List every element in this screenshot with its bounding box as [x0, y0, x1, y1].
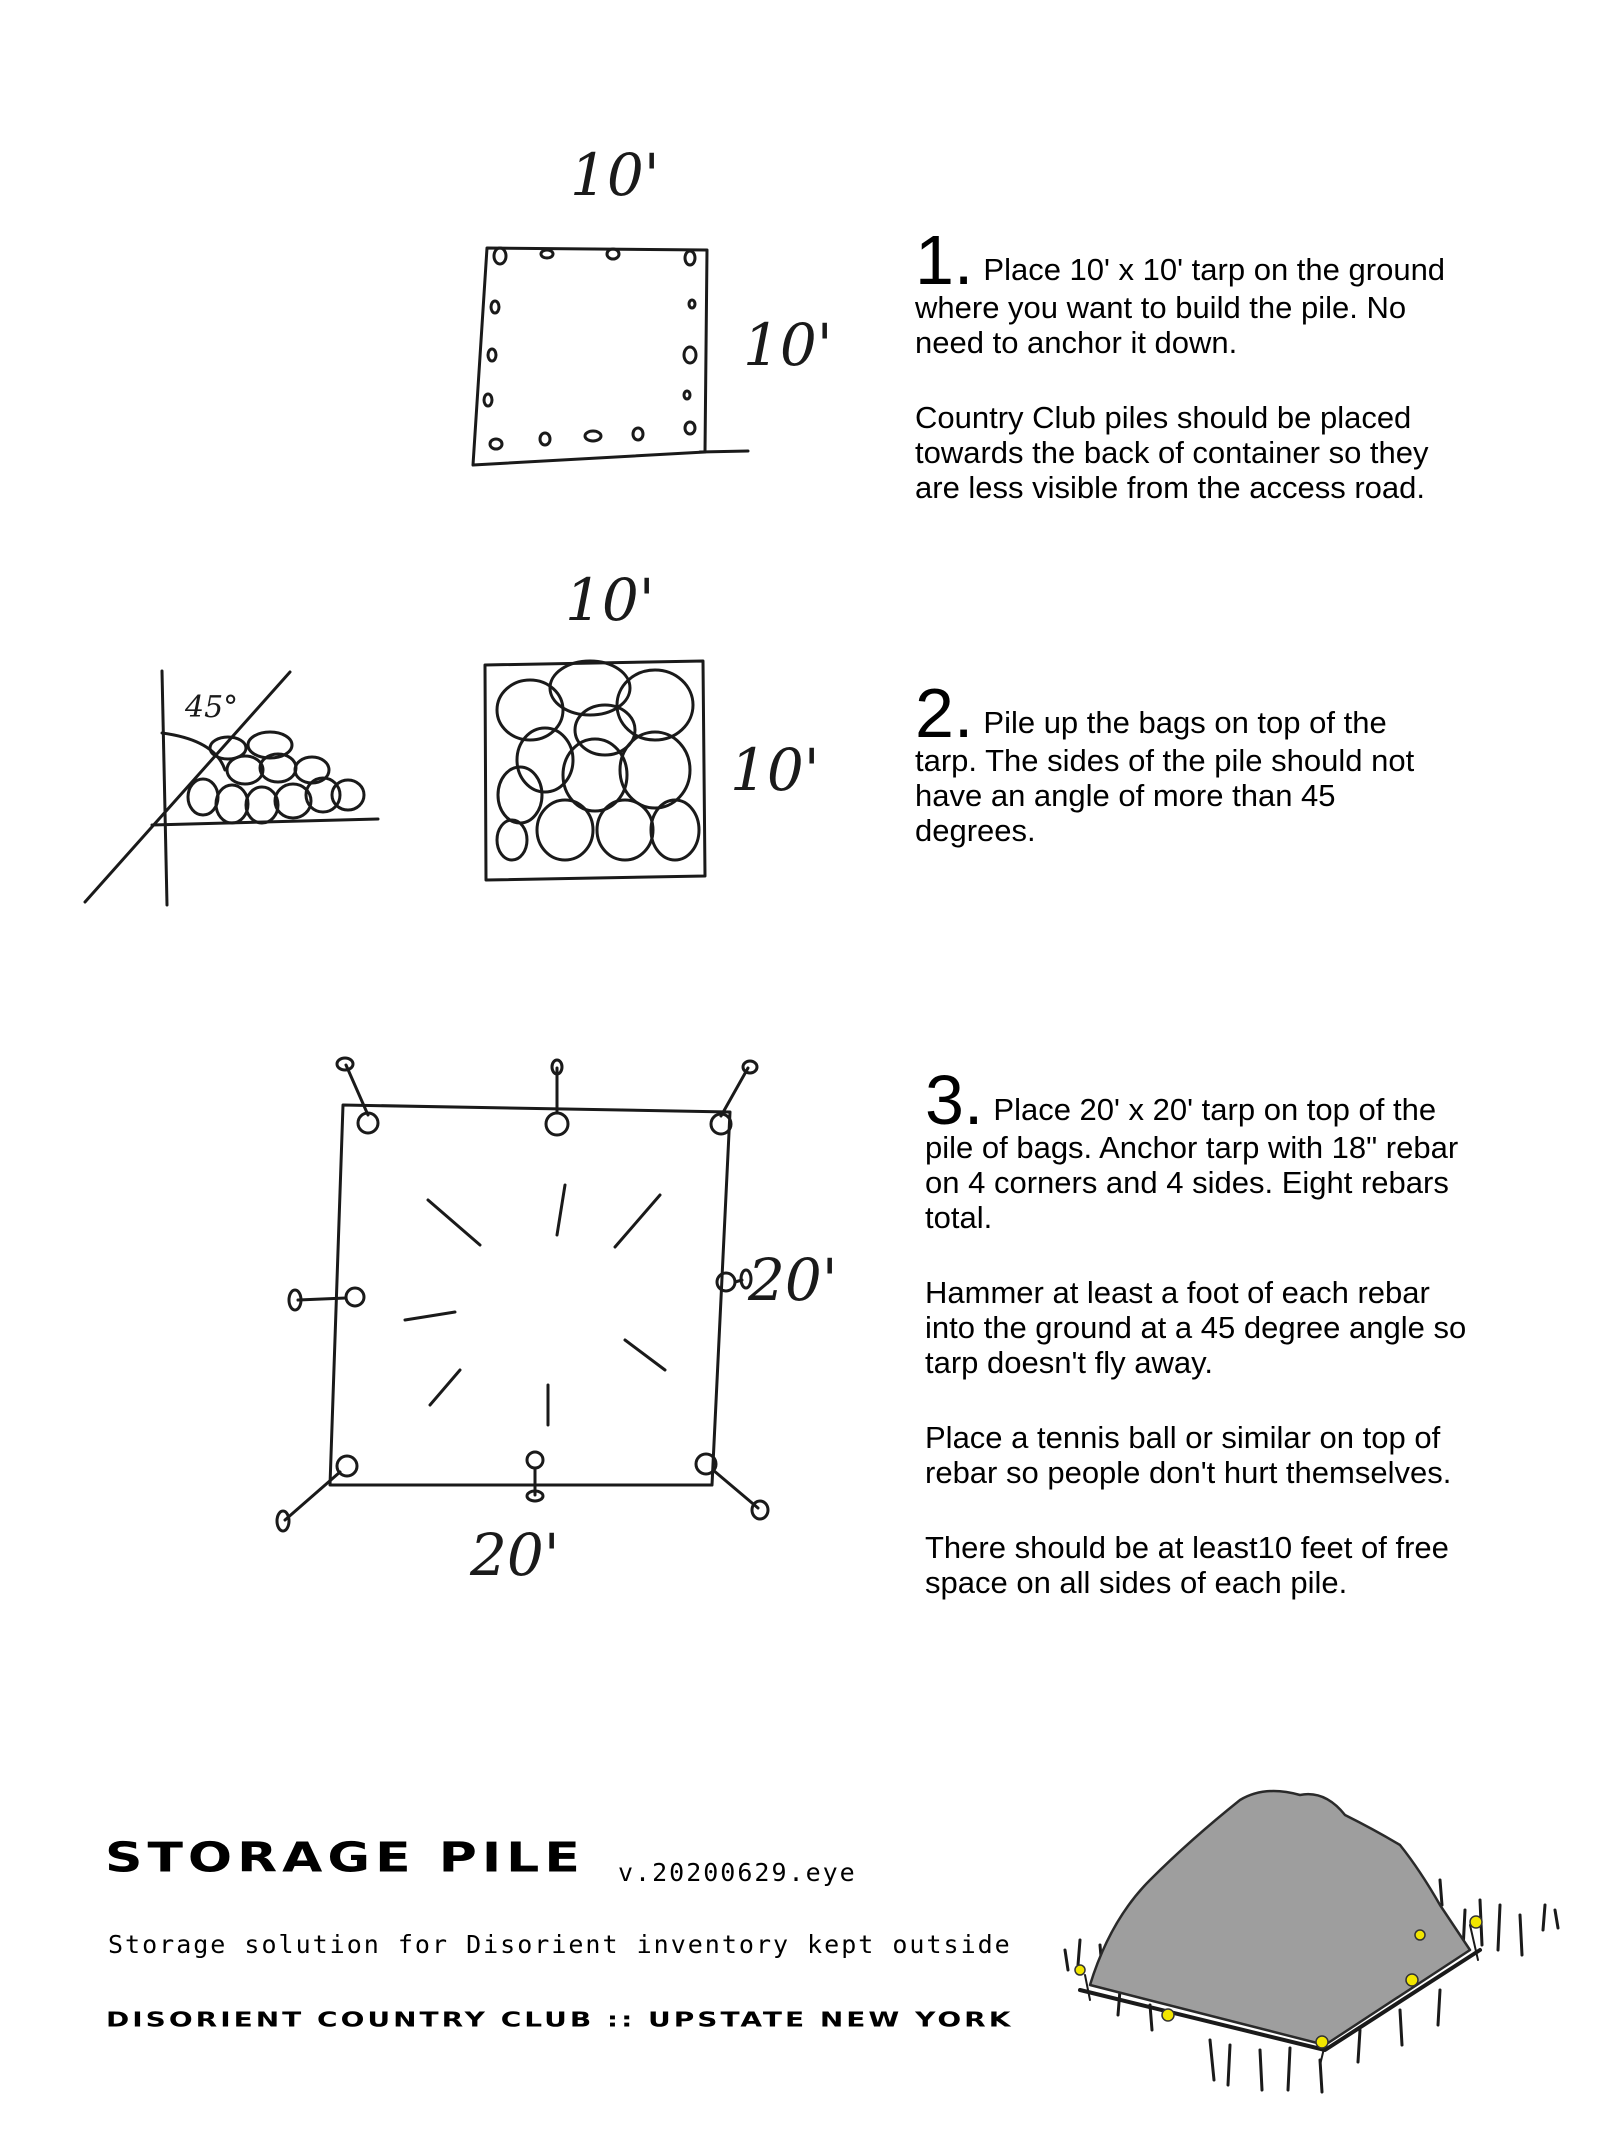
sketch-bags-on-tarp: [485, 566, 820, 880]
sketch-tarp-10x10: [473, 141, 833, 465]
footer-org: DISORIENT COUNTRY CLUB :: UPSTATE NEW YORK: [106, 2008, 1014, 2032]
tarp2-height-label: 10': [730, 736, 820, 804]
tarp-fold-lines: [405, 1185, 665, 1425]
step-1-text: Place 10' x 10' tarp on the ground where you want to build the pile. No need to anchor it down.: [915, 252, 1446, 360]
step-1-paragraph-1: [915, 221, 1465, 360]
step-2-paragraph-1: [915, 674, 1455, 848]
footer-tagline: Storage solution for Disorient inventory kept outside: [108, 1930, 1012, 1959]
footer-version: v.20200629.eye: [618, 1858, 857, 1887]
tarp3-width-label: 20': [470, 1521, 560, 1589]
bags: [497, 661, 699, 860]
step-2: [915, 674, 1455, 874]
tarp1-width-label: 10': [570, 141, 660, 209]
tarp-grommets: [484, 248, 696, 449]
tarp3-height-label: 20': [748, 1246, 838, 1314]
step-1-number: 1.: [915, 221, 974, 299]
rebar-stakes: [277, 1058, 768, 1531]
step-3: [925, 1061, 1480, 1626]
step-3-paragraph-3: Place a tennis ball or similar on top of rebar so people don't hurt themselves.: [925, 1420, 1452, 1490]
footer-title: STORAGE PILE: [105, 1835, 585, 1882]
tarp1-height-label: 10': [743, 311, 833, 379]
step-3-paragraph-1: [925, 1061, 1480, 1235]
step-3-paragraph-4: There should be at least10 feet of free space on all sides of each pile.: [925, 1530, 1449, 1600]
step-1: [915, 221, 1465, 531]
step-3-number: 3.: [925, 1061, 984, 1139]
step-1-paragraph-2: Country Club piles should be placed towards the back of container so they are less visible from the access road.: [915, 400, 1429, 505]
sketch-tarp-20x20-anchored: [277, 1058, 838, 1589]
anchor-grommets: [337, 1113, 735, 1476]
step-2-number: 2.: [915, 674, 974, 752]
tarp2-width-label: 10': [565, 566, 655, 634]
step-3-text: Place 20' x 20' tarp on top of the pile of bags. Anchor tarp with 18" rebar on 4 corners and 4 sides. Eight rebars total.: [925, 1092, 1459, 1235]
step-2-text: Pile up the bags on top of the tarp. The sides of the pile should not have an angle of more than 45 degrees.: [915, 705, 1415, 848]
pile-illustration: [1065, 1791, 1558, 2092]
bag-pile-side: [188, 732, 364, 823]
step-3-paragraph-2: Hammer at least a foot of each rebar into the ground at a 45 degree angle so tarp doesn't fly away.: [925, 1275, 1467, 1380]
sketch-angle-side-view: [85, 671, 378, 905]
angle-label: 45°: [185, 690, 239, 725]
